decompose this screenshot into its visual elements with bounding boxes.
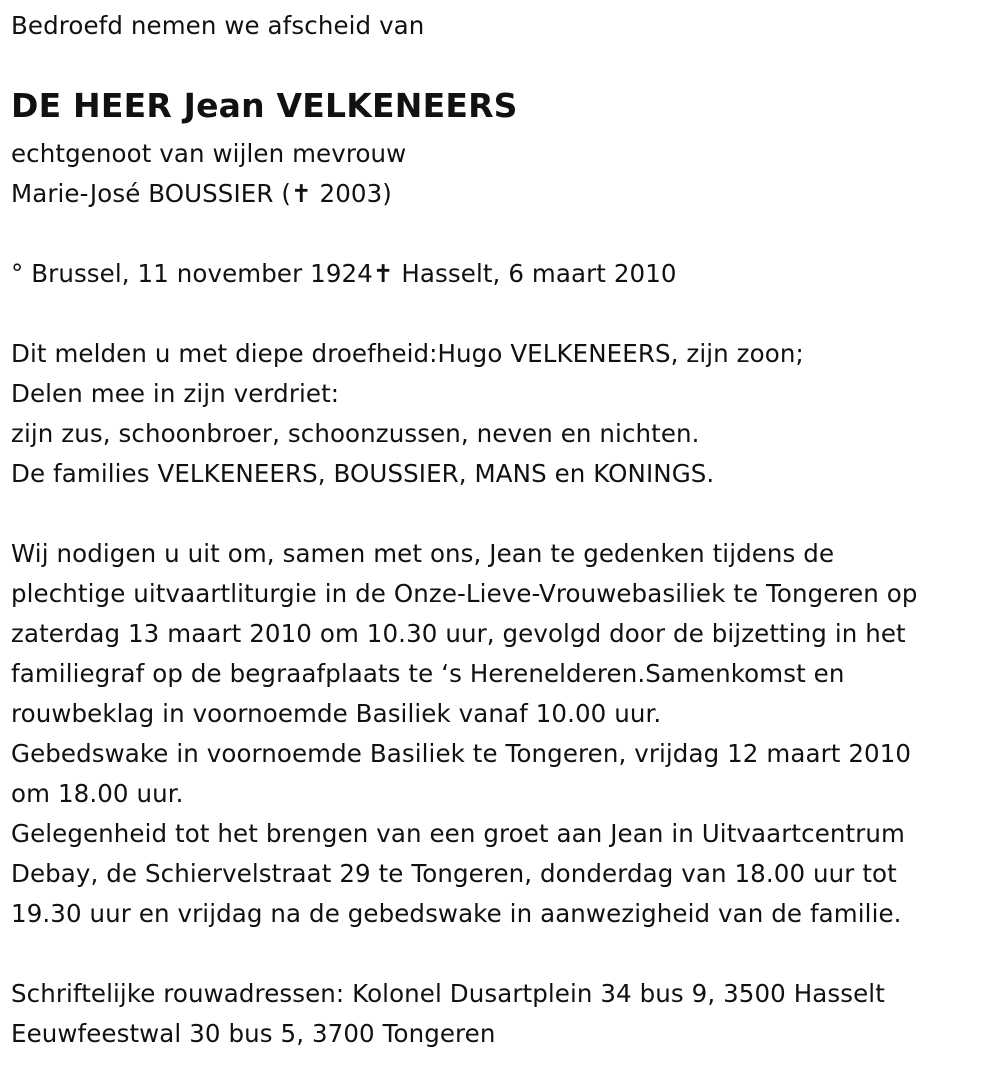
spouse-block [11, 134, 406, 214]
ceremony-line: zaterdag 13 maart 2010 om 10.30 uur, gevolgd door de bijzetting in het [11, 619, 906, 648]
address-line: Eeuwfeestwal 30 bus 5, 3700 Tongeren [11, 1019, 496, 1048]
ceremony-line: om 18.00 uur. [11, 779, 184, 808]
family-line: Delen mee in zijn verdriet: [11, 379, 340, 408]
ceremony-line: 19.30 uur en vrijdag na de gebedswake in aanwezigheid van de familie. [11, 899, 902, 928]
ceremony-line: Wij nodigen u uit om, samen met ons, Jean te gedenken tijdens de [11, 539, 835, 568]
ceremony-line: familiegraf op de begraafplaats te ‘s Herenelderen.Samenkomst en [11, 659, 845, 688]
spouse-line: echtgenoot van wijlen mevrouw [11, 139, 407, 168]
intro-text: Bedroefd nemen we afscheid van [11, 11, 425, 40]
family-block [11, 334, 804, 494]
ceremony-line: Gebedswake in voornoemde Basiliek te Tongeren, vrijdag 12 maart 2010 [11, 739, 912, 768]
address-line: Schriftelijke rouwadressen: Kolonel Dusartplein 34 bus 9, 3500 Hasselt [11, 979, 885, 1008]
ceremony-line: plechtige uitvaartliturgie in de Onze-Lieve-Vrouwebasiliek te Tongeren op [11, 579, 918, 608]
addresses-block [11, 974, 885, 1054]
family-line: Dit melden u met diepe droefheid:Hugo VELKENEERS, zijn zoon; [11, 339, 804, 368]
life-dates-block [11, 254, 677, 294]
life-dates: ° Brussel, 11 november 1924✝ Hasselt, 6 maart 2010 [11, 259, 677, 288]
ceremony-block [11, 534, 918, 934]
ceremony-line: rouwbeklag in voornoemde Basiliek vanaf 10.00 uur. [11, 699, 662, 728]
family-line: De families VELKENEERS, BOUSSIER, MANS en KONINGS. [11, 459, 715, 488]
deceased-name: DE HEER Jean VELKENEERS [11, 86, 518, 125]
spouse-name-line: Marie-José BOUSSIER (✝ 2003) [11, 179, 392, 208]
family-line: zijn zus, schoonbroer, schoonzussen, neven en nichten. [11, 419, 700, 448]
ceremony-line: Gelegenheid tot het brengen van een groet aan Jean in Uitvaartcentrum [11, 819, 905, 848]
ceremony-line: Debay, de Schiervelstraat 29 te Tongeren, donderdag van 18.00 uur tot [11, 859, 897, 888]
